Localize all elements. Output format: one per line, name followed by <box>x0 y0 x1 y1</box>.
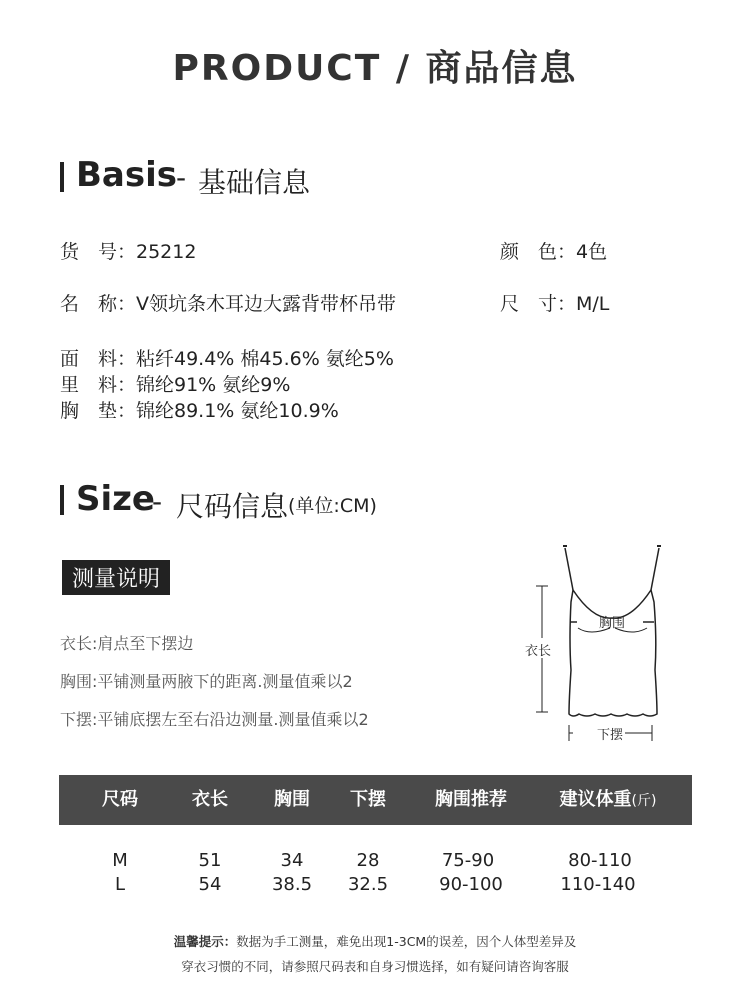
desc-hem: 下摆:平铺底摆左至右沿边测量.测量值乘以2 <box>60 710 369 729</box>
td-hem: 32.5 <box>347 874 389 895</box>
info-key: 面 料： <box>60 348 137 370</box>
table-row <box>59 874 692 899</box>
measure-label: 测量说明 <box>62 560 170 595</box>
note-line-2: 穿衣习惯的不同，请参照尺码表和自身习惯选择，如有疑问请咨询客服 <box>181 959 569 974</box>
td-chest-recommend: 75-90 <box>441 850 495 871</box>
td-length: 51 <box>198 850 222 871</box>
td-weight: 110-140 <box>560 874 636 895</box>
th-hem: 下摆 <box>350 789 386 810</box>
th-weight-label: 建议体重 <box>559 789 632 810</box>
size-table-header <box>59 775 692 825</box>
size-heading-zh: 尺码信息 <box>176 490 289 523</box>
basis-heading-en: Basis <box>76 155 177 195</box>
diagram-length-label: 衣长 <box>525 644 552 659</box>
info-value: M/L <box>576 293 610 315</box>
basis-heading-zh: 基础信息 <box>198 166 311 199</box>
th-chest-recommend: 胸围推荐 <box>435 789 507 810</box>
th-weight-unit: (斤) <box>631 793 657 809</box>
note-text-1: 数据为手工测量，难免出现1-3CM的误差，因个人体型差异及 <box>236 934 577 949</box>
info-row-item-number <box>60 237 196 264</box>
td-chest-recommend: 90-100 <box>439 874 503 895</box>
td-chest: 38.5 <box>271 874 313 895</box>
basis-heading-sep: - <box>176 161 187 194</box>
td-weight: 80-110 <box>568 850 632 871</box>
info-key: 货 号： <box>60 241 137 263</box>
note-line-1 <box>0 932 750 950</box>
info-row-name <box>60 289 396 316</box>
size-heading-unit: (单位:CM) <box>288 495 377 517</box>
info-value: 25212 <box>136 241 197 263</box>
size-heading-bar <box>60 485 64 515</box>
td-size: L <box>114 874 126 895</box>
page-title: PRODUCT / 商品信息 <box>172 48 578 89</box>
info-key: 胸 垫： <box>60 400 137 422</box>
info-key: 尺 寸： <box>500 293 577 315</box>
info-row-fabric <box>60 344 394 371</box>
td-hem: 28 <box>356 850 380 871</box>
note-label: 温馨提示： <box>173 934 237 949</box>
td-size: M <box>112 850 128 871</box>
info-value: 4色 <box>576 241 608 263</box>
td-chest: 34 <box>280 850 304 871</box>
desc-length: 衣长:肩点至下摆边 <box>60 634 194 653</box>
info-value: 锦纶91% 氨纶9% <box>136 374 291 396</box>
info-key: 颜 色： <box>500 241 577 263</box>
diagram-hem-label: 下摆 <box>597 728 624 743</box>
th-chest: 胸围 <box>274 789 310 810</box>
info-row-color <box>500 237 607 264</box>
info-key: 名 称： <box>60 293 137 315</box>
td-length: 54 <box>198 874 222 895</box>
diagram-chest-label: 胸围 <box>599 616 626 631</box>
size-heading-en: Size <box>76 479 155 519</box>
info-value: V领坑条木耳边大露背带杯吊带 <box>136 293 396 315</box>
info-row-size <box>500 289 609 316</box>
info-row-pad <box>60 396 339 423</box>
th-weight <box>560 775 657 825</box>
basis-heading-bar <box>60 162 64 192</box>
table-row <box>59 850 692 875</box>
info-row-lining <box>60 370 290 397</box>
info-value: 锦纶89.1% 氨纶10.9% <box>136 400 339 422</box>
th-size: 尺码 <box>102 789 138 810</box>
th-length: 衣长 <box>192 789 228 810</box>
size-heading-sep: - <box>152 485 163 518</box>
desc-chest: 胸围:平铺测量两腋下的距离.测量值乘以2 <box>60 672 353 691</box>
info-key: 里 料： <box>60 374 137 396</box>
info-value: 粘纤49.4% 棉45.6% 氨纶5% <box>136 348 394 370</box>
